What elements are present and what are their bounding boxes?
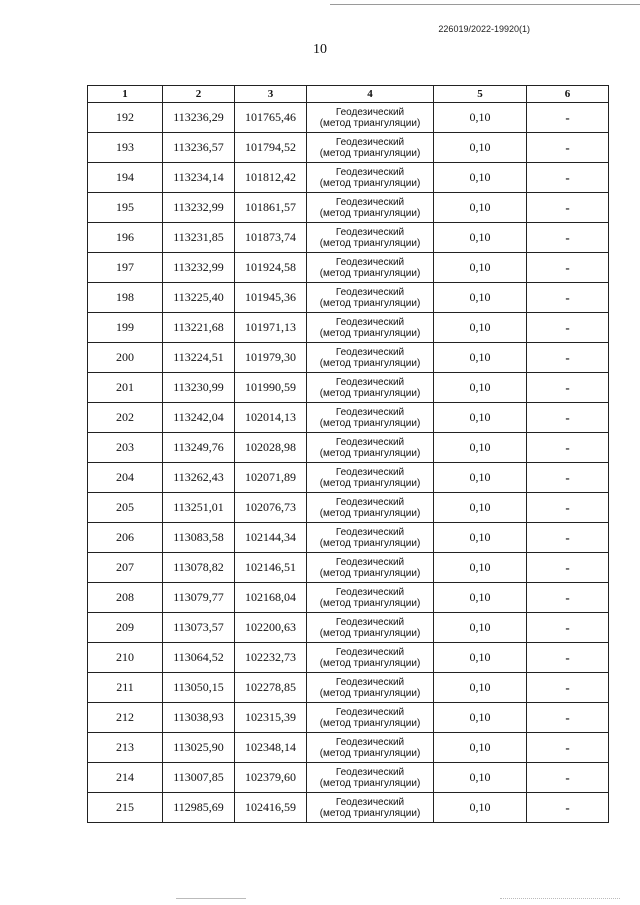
x-coordinate-cell: 112985,69 xyxy=(163,793,235,823)
y-coordinate-cell: 101924,58 xyxy=(235,253,307,283)
y-coordinate-cell: 102168,04 xyxy=(235,583,307,613)
table-row xyxy=(88,733,609,763)
accuracy-cell: 0,10 xyxy=(434,223,527,253)
column-6-cell: - xyxy=(527,703,609,733)
method-line-2: (метод триангуляции) xyxy=(319,477,421,489)
x-coordinate-cell: 113078,82 xyxy=(163,553,235,583)
point-number-cell: 209 xyxy=(88,613,163,643)
x-coordinate-cell: 113251,01 xyxy=(163,493,235,523)
table-row xyxy=(88,103,609,133)
accuracy-cell: 0,10 xyxy=(434,163,527,193)
accuracy-cell: 0,10 xyxy=(434,583,527,613)
point-number-cell: 211 xyxy=(88,673,163,703)
point-number-cell: 192 xyxy=(88,103,163,133)
method-line-1: Геодезический xyxy=(335,436,405,448)
x-coordinate-cell: 113231,85 xyxy=(163,223,235,253)
table-row xyxy=(88,703,609,733)
y-coordinate-cell: 102200,63 xyxy=(235,613,307,643)
y-coordinate-cell: 102014,13 xyxy=(235,403,307,433)
method-line-1: Геодезический xyxy=(335,736,405,748)
y-coordinate-cell: 101812,42 xyxy=(235,163,307,193)
y-coordinate-cell: 102315,39 xyxy=(235,703,307,733)
point-number-cell: 208 xyxy=(88,583,163,613)
column-header: 5 xyxy=(434,86,527,103)
x-coordinate-cell: 113083,58 xyxy=(163,523,235,553)
table-row xyxy=(88,493,609,523)
accuracy-cell: 0,10 xyxy=(434,403,527,433)
point-number-cell: 194 xyxy=(88,163,163,193)
method-cell xyxy=(307,463,434,493)
top-rule xyxy=(330,4,640,5)
table-row xyxy=(88,193,609,223)
column-header: 4 xyxy=(307,86,434,103)
method-line-2: (метод триангуляции) xyxy=(319,687,421,699)
table-row xyxy=(88,463,609,493)
accuracy-cell: 0,10 xyxy=(434,733,527,763)
method-cell xyxy=(307,163,434,193)
table-row xyxy=(88,673,609,703)
table-row xyxy=(88,253,609,283)
method-line-1: Геодезический xyxy=(335,286,405,298)
method-line-1: Геодезический xyxy=(335,646,405,658)
method-cell xyxy=(307,253,434,283)
method-cell xyxy=(307,583,434,613)
accuracy-cell: 0,10 xyxy=(434,313,527,343)
method-cell xyxy=(307,313,434,343)
accuracy-cell: 0,10 xyxy=(434,703,527,733)
column-6-cell: - xyxy=(527,433,609,463)
table-row xyxy=(88,343,609,373)
method-cell xyxy=(307,643,434,673)
accuracy-cell: 0,10 xyxy=(434,553,527,583)
method-line-1: Геодезический xyxy=(335,346,405,358)
accuracy-cell: 0,10 xyxy=(434,133,527,163)
bottom-scan-marks xyxy=(0,897,640,901)
table-row xyxy=(88,793,609,823)
point-number-cell: 207 xyxy=(88,553,163,583)
method-cell xyxy=(307,523,434,553)
accuracy-cell: 0,10 xyxy=(434,253,527,283)
column-6-cell: - xyxy=(527,643,609,673)
column-6-cell: - xyxy=(527,553,609,583)
method-line-1: Геодезический xyxy=(335,166,405,178)
method-cell xyxy=(307,763,434,793)
point-number-cell: 215 xyxy=(88,793,163,823)
accuracy-cell: 0,10 xyxy=(434,373,527,403)
method-line-2: (метод триангуляции) xyxy=(319,717,421,729)
column-header: 3 xyxy=(235,86,307,103)
column-header: 1 xyxy=(88,86,163,103)
point-number-cell: 206 xyxy=(88,523,163,553)
table-row xyxy=(88,643,609,673)
table-header-row xyxy=(88,86,609,103)
method-cell xyxy=(307,793,434,823)
table-row xyxy=(88,133,609,163)
method-line-2: (метод триангуляции) xyxy=(319,387,421,399)
accuracy-cell: 0,10 xyxy=(434,673,527,703)
x-coordinate-cell: 113007,85 xyxy=(163,763,235,793)
point-number-cell: 200 xyxy=(88,343,163,373)
y-coordinate-cell: 101794,52 xyxy=(235,133,307,163)
method-cell xyxy=(307,673,434,703)
x-coordinate-cell: 113234,14 xyxy=(163,163,235,193)
table-row xyxy=(88,223,609,253)
accuracy-cell: 0,10 xyxy=(434,433,527,463)
method-cell xyxy=(307,433,434,463)
method-line-2: (метод триангуляции) xyxy=(319,357,421,369)
column-6-cell: - xyxy=(527,103,609,133)
point-number-cell: 193 xyxy=(88,133,163,163)
point-number-cell: 212 xyxy=(88,703,163,733)
column-6-cell: - xyxy=(527,223,609,253)
method-line-2: (метод триангуляции) xyxy=(319,747,421,759)
method-cell xyxy=(307,343,434,373)
point-number-cell: 205 xyxy=(88,493,163,523)
method-line-2: (метод триангуляции) xyxy=(319,657,421,669)
table-row xyxy=(88,583,609,613)
y-coordinate-cell: 102379,60 xyxy=(235,763,307,793)
column-header: 2 xyxy=(163,86,235,103)
x-coordinate-cell: 113236,29 xyxy=(163,103,235,133)
column-6-cell: - xyxy=(527,613,609,643)
point-number-cell: 198 xyxy=(88,283,163,313)
method-cell xyxy=(307,133,434,163)
y-coordinate-cell: 102146,51 xyxy=(235,553,307,583)
method-cell xyxy=(307,613,434,643)
method-line-2: (метод триангуляции) xyxy=(319,237,421,249)
method-line-2: (метод триангуляции) xyxy=(319,327,421,339)
point-number-cell: 199 xyxy=(88,313,163,343)
method-line-1: Геодезический xyxy=(335,136,405,148)
x-coordinate-cell: 113064,52 xyxy=(163,643,235,673)
point-number-cell: 213 xyxy=(88,733,163,763)
method-line-2: (метод триангуляции) xyxy=(319,147,421,159)
method-cell xyxy=(307,733,434,763)
column-6-cell: - xyxy=(527,193,609,223)
method-cell xyxy=(307,223,434,253)
table-row xyxy=(88,283,609,313)
column-6-cell: - xyxy=(527,463,609,493)
y-coordinate-cell: 102076,73 xyxy=(235,493,307,523)
y-coordinate-cell: 102144,34 xyxy=(235,523,307,553)
column-6-cell: - xyxy=(527,343,609,373)
method-cell xyxy=(307,493,434,523)
y-coordinate-cell: 101861,57 xyxy=(235,193,307,223)
method-cell xyxy=(307,373,434,403)
method-line-2: (метод триангуляции) xyxy=(319,207,421,219)
method-line-2: (метод триангуляции) xyxy=(319,567,421,579)
point-number-cell: 203 xyxy=(88,433,163,463)
y-coordinate-cell: 101971,13 xyxy=(235,313,307,343)
y-coordinate-cell: 101873,74 xyxy=(235,223,307,253)
method-line-1: Геодезический xyxy=(335,496,405,508)
column-6-cell: - xyxy=(527,403,609,433)
method-cell xyxy=(307,553,434,583)
table-row xyxy=(88,613,609,643)
accuracy-cell: 0,10 xyxy=(434,103,527,133)
method-line-1: Геодезический xyxy=(335,766,405,778)
point-number-cell: 196 xyxy=(88,223,163,253)
column-6-cell: - xyxy=(527,583,609,613)
accuracy-cell: 0,10 xyxy=(434,493,527,523)
y-coordinate-cell: 101979,30 xyxy=(235,343,307,373)
method-line-2: (метод триангуляции) xyxy=(319,807,421,819)
method-line-1: Геодезический xyxy=(335,226,405,238)
column-6-cell: - xyxy=(527,253,609,283)
x-coordinate-cell: 113225,40 xyxy=(163,283,235,313)
method-line-2: (метод триангуляции) xyxy=(319,537,421,549)
scan-mark xyxy=(176,898,246,899)
y-coordinate-cell: 102028,98 xyxy=(235,433,307,463)
table-row xyxy=(88,163,609,193)
column-6-cell: - xyxy=(527,133,609,163)
y-coordinate-cell: 102416,59 xyxy=(235,793,307,823)
column-6-cell: - xyxy=(527,793,609,823)
method-line-1: Геодезический xyxy=(335,526,405,538)
point-number-cell: 202 xyxy=(88,403,163,433)
point-number-cell: 195 xyxy=(88,193,163,223)
table-row xyxy=(88,403,609,433)
document-id: 226019/2022-19920(1) xyxy=(438,24,530,34)
coordinates-table xyxy=(87,85,609,823)
column-6-cell: - xyxy=(527,673,609,703)
method-line-1: Геодезический xyxy=(335,316,405,328)
method-line-1: Геодезический xyxy=(335,256,405,268)
method-line-1: Геодезический xyxy=(335,706,405,718)
y-coordinate-cell: 101990,59 xyxy=(235,373,307,403)
column-6-cell: - xyxy=(527,373,609,403)
method-line-1: Геодезический xyxy=(335,616,405,628)
method-line-2: (метод триангуляции) xyxy=(319,267,421,279)
table-row xyxy=(88,763,609,793)
accuracy-cell: 0,10 xyxy=(434,763,527,793)
x-coordinate-cell: 113232,99 xyxy=(163,253,235,283)
y-coordinate-cell: 102278,85 xyxy=(235,673,307,703)
column-6-cell: - xyxy=(527,763,609,793)
point-number-cell: 210 xyxy=(88,643,163,673)
accuracy-cell: 0,10 xyxy=(434,463,527,493)
x-coordinate-cell: 113262,43 xyxy=(163,463,235,493)
accuracy-cell: 0,10 xyxy=(434,343,527,373)
method-line-1: Геодезический xyxy=(335,196,405,208)
point-number-cell: 197 xyxy=(88,253,163,283)
x-coordinate-cell: 113079,77 xyxy=(163,583,235,613)
method-line-1: Геодезический xyxy=(335,556,405,568)
table-row xyxy=(88,313,609,343)
method-line-2: (метод триангуляции) xyxy=(319,417,421,429)
table-row xyxy=(88,433,609,463)
x-coordinate-cell: 113230,99 xyxy=(163,373,235,403)
x-coordinate-cell: 113232,99 xyxy=(163,193,235,223)
y-coordinate-cell: 101765,46 xyxy=(235,103,307,133)
method-line-2: (метод триангуляции) xyxy=(319,777,421,789)
table-body xyxy=(88,103,609,823)
accuracy-cell: 0,10 xyxy=(434,283,527,313)
method-line-1: Геодезический xyxy=(335,796,405,808)
x-coordinate-cell: 113249,76 xyxy=(163,433,235,463)
point-number-cell: 201 xyxy=(88,373,163,403)
accuracy-cell: 0,10 xyxy=(434,793,527,823)
method-line-2: (метод триангуляции) xyxy=(319,447,421,459)
table-row xyxy=(88,373,609,403)
page-number: 10 xyxy=(313,42,327,57)
column-6-cell: - xyxy=(527,523,609,553)
column-6-cell: - xyxy=(527,313,609,343)
method-line-1: Геодезический xyxy=(335,586,405,598)
point-number-cell: 214 xyxy=(88,763,163,793)
accuracy-cell: 0,10 xyxy=(434,613,527,643)
column-header: 6 xyxy=(527,86,609,103)
column-6-cell: - xyxy=(527,283,609,313)
table-row xyxy=(88,523,609,553)
column-6-cell: - xyxy=(527,493,609,523)
method-line-1: Геодезический xyxy=(335,406,405,418)
y-coordinate-cell: 102348,14 xyxy=(235,733,307,763)
method-line-2: (метод триангуляции) xyxy=(319,117,421,129)
method-line-2: (метод триангуляции) xyxy=(319,627,421,639)
method-line-2: (метод триангуляции) xyxy=(319,597,421,609)
table-row xyxy=(88,553,609,583)
accuracy-cell: 0,10 xyxy=(434,643,527,673)
method-line-2: (метод триангуляции) xyxy=(319,177,421,189)
x-coordinate-cell: 113242,04 xyxy=(163,403,235,433)
x-coordinate-cell: 113050,15 xyxy=(163,673,235,703)
y-coordinate-cell: 102071,89 xyxy=(235,463,307,493)
y-coordinate-cell: 101945,36 xyxy=(235,283,307,313)
x-coordinate-cell: 113224,51 xyxy=(163,343,235,373)
method-line-1: Геодезический xyxy=(335,466,405,478)
method-cell xyxy=(307,103,434,133)
y-coordinate-cell: 102232,73 xyxy=(235,643,307,673)
x-coordinate-cell: 113073,57 xyxy=(163,613,235,643)
accuracy-cell: 0,10 xyxy=(434,523,527,553)
method-line-1: Геодезический xyxy=(335,376,405,388)
method-cell xyxy=(307,403,434,433)
method-cell xyxy=(307,193,434,223)
method-line-2: (метод триангуляции) xyxy=(319,297,421,309)
method-cell xyxy=(307,283,434,313)
accuracy-cell: 0,10 xyxy=(434,193,527,223)
point-number-cell: 204 xyxy=(88,463,163,493)
column-6-cell: - xyxy=(527,733,609,763)
method-line-1: Геодезический xyxy=(335,676,405,688)
scan-mark xyxy=(500,898,620,899)
method-cell xyxy=(307,703,434,733)
x-coordinate-cell: 113025,90 xyxy=(163,733,235,763)
x-coordinate-cell: 113236,57 xyxy=(163,133,235,163)
x-coordinate-cell: 113038,93 xyxy=(163,703,235,733)
column-6-cell: - xyxy=(527,163,609,193)
x-coordinate-cell: 113221,68 xyxy=(163,313,235,343)
method-line-1: Геодезический xyxy=(335,106,405,118)
method-line-2: (метод триангуляции) xyxy=(319,507,421,519)
